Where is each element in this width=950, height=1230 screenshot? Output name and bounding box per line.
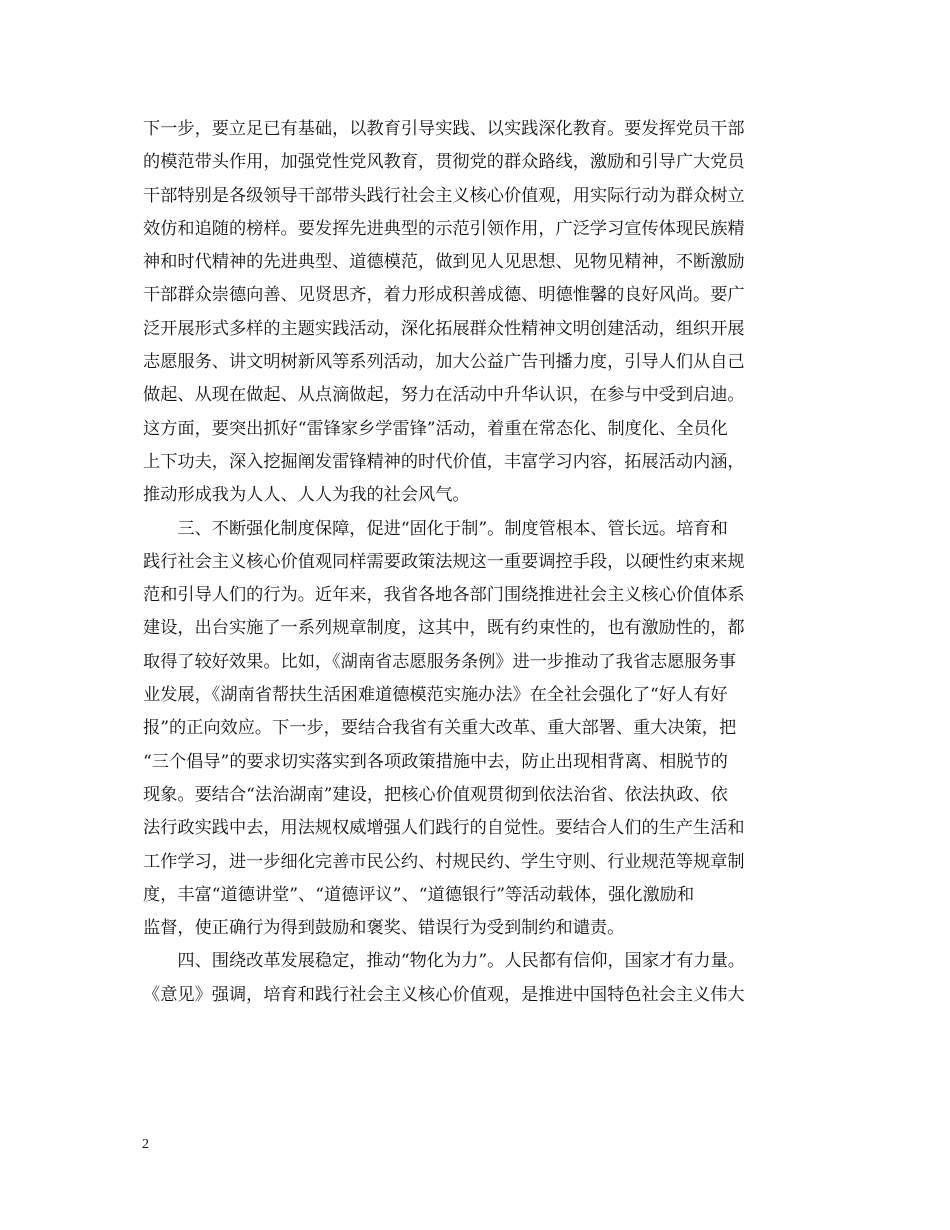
- text-line: 践行社会主义核心价值观同样需要政策法规这一重要调控手段，以硬性约束来规: [143, 551, 745, 572]
- text-line: 监督，使正确行为得到鼓励和褒奖、错误行为受到制约和谴责。: [143, 918, 625, 939]
- body-text: [143, 113, 823, 1012]
- text-line: 范和引导人们的行为。近年来，我省各地各部门围绕推进社会主义核心价值体系: [143, 585, 745, 606]
- text-line: 《意见》强调，培育和践行社会主义核心价值观，是推进中国特色社会主义伟大: [143, 984, 745, 1005]
- text-line: 三、不断强化制度保障，促进“固化于制”。制度管根本、管长远。培育和: [143, 518, 728, 539]
- page-number: 2: [142, 1137, 149, 1152]
- text-line: 做起、从现在做起、从点滴做起，努力在活动中升华认识，在参与中受到启迪。: [143, 385, 745, 406]
- text-line: 干部群众崇德向善、见贤思齐，着力形成积善成德、明德惟馨的良好风尚。要广: [143, 285, 745, 306]
- text-line: 效仿和追随的榜样。要发挥先进典型的示范引领作用，广泛学习宣传体现民族精: [143, 218, 745, 239]
- text-line: 现象。要结合“法治湖南”建设，把核心价值观贯彻到依法治省、依法执政、依: [143, 784, 728, 805]
- text-line: 干部特别是各级领导干部带头践行社会主义核心价值观，用实际行动为群众树立: [143, 185, 745, 206]
- text-line: 工作学习，进一步细化完善市民公约、村规民约、学生守则、行业规范等规章制: [143, 851, 745, 872]
- text-line: 推动形成我为人人、人人为我的社会风气。: [143, 485, 470, 506]
- text-line: 建设，出台实施了一系列规章制度，这其中，既有约束性的，也有激励性的，都: [143, 618, 745, 639]
- text-line: 下一步，要立足已有基础，以教育引导实践、以实践深化教育。要发挥党员干部: [143, 119, 745, 139]
- text-line: 法行政实践中去，用法规权威增强人们践行的自觉性。要结合人们的生产生活和: [143, 818, 745, 839]
- text-line: 的模范带头作用，加强党性党风教育，贯彻党的群众路线，激励和引导广大党员: [143, 152, 745, 173]
- text-line: 神和时代精神的先进典型、道德模范，做到见人见思想、见物见精神，不断激励: [143, 252, 745, 273]
- text-line: 报”的正向效应。下一步，要结合我省有关重大改革、重大部署、重大决策，把: [143, 718, 737, 739]
- text-line: 业发展，《湖南省帮扶生活困难道德模范实施办法》在全社会强化了“好人有好: [143, 685, 728, 706]
- text-line: 上下功夫，深入挖掘阐发雷锋精神的时代价值，丰富学习内容，拓展活动内涵，: [143, 451, 745, 472]
- text-line: 这方面，要突出抓好“雷锋家乡学雷锋”活动，着重在常态化、制度化、全员化: [143, 418, 728, 439]
- text-line: 取得了较好效果。比如，《湖南省志愿服务条例》进一步推动了我省志愿服务事: [143, 651, 736, 672]
- text-line: 志愿服务、讲文明树新风等系列活动，加大公益广告刊播力度，引导人们从自己: [143, 352, 745, 373]
- text-line: “三个倡导”的要求切实落实到各项政策措施中去，防止出现相背离、相脱节的: [143, 751, 728, 772]
- text-line: 度，丰富“道德讲堂”、“道德评议”、“道德银行”等活动载体，强化激励和: [143, 884, 695, 905]
- text-line: 泛开展形式多样的主题实践活动，深化拓展群众性精神文明创建活动，组织开展: [143, 318, 745, 339]
- text-line: 四、围绕改革发展稳定，推动“物化为力”。人民都有信仰，国家才有力量。: [143, 951, 745, 972]
